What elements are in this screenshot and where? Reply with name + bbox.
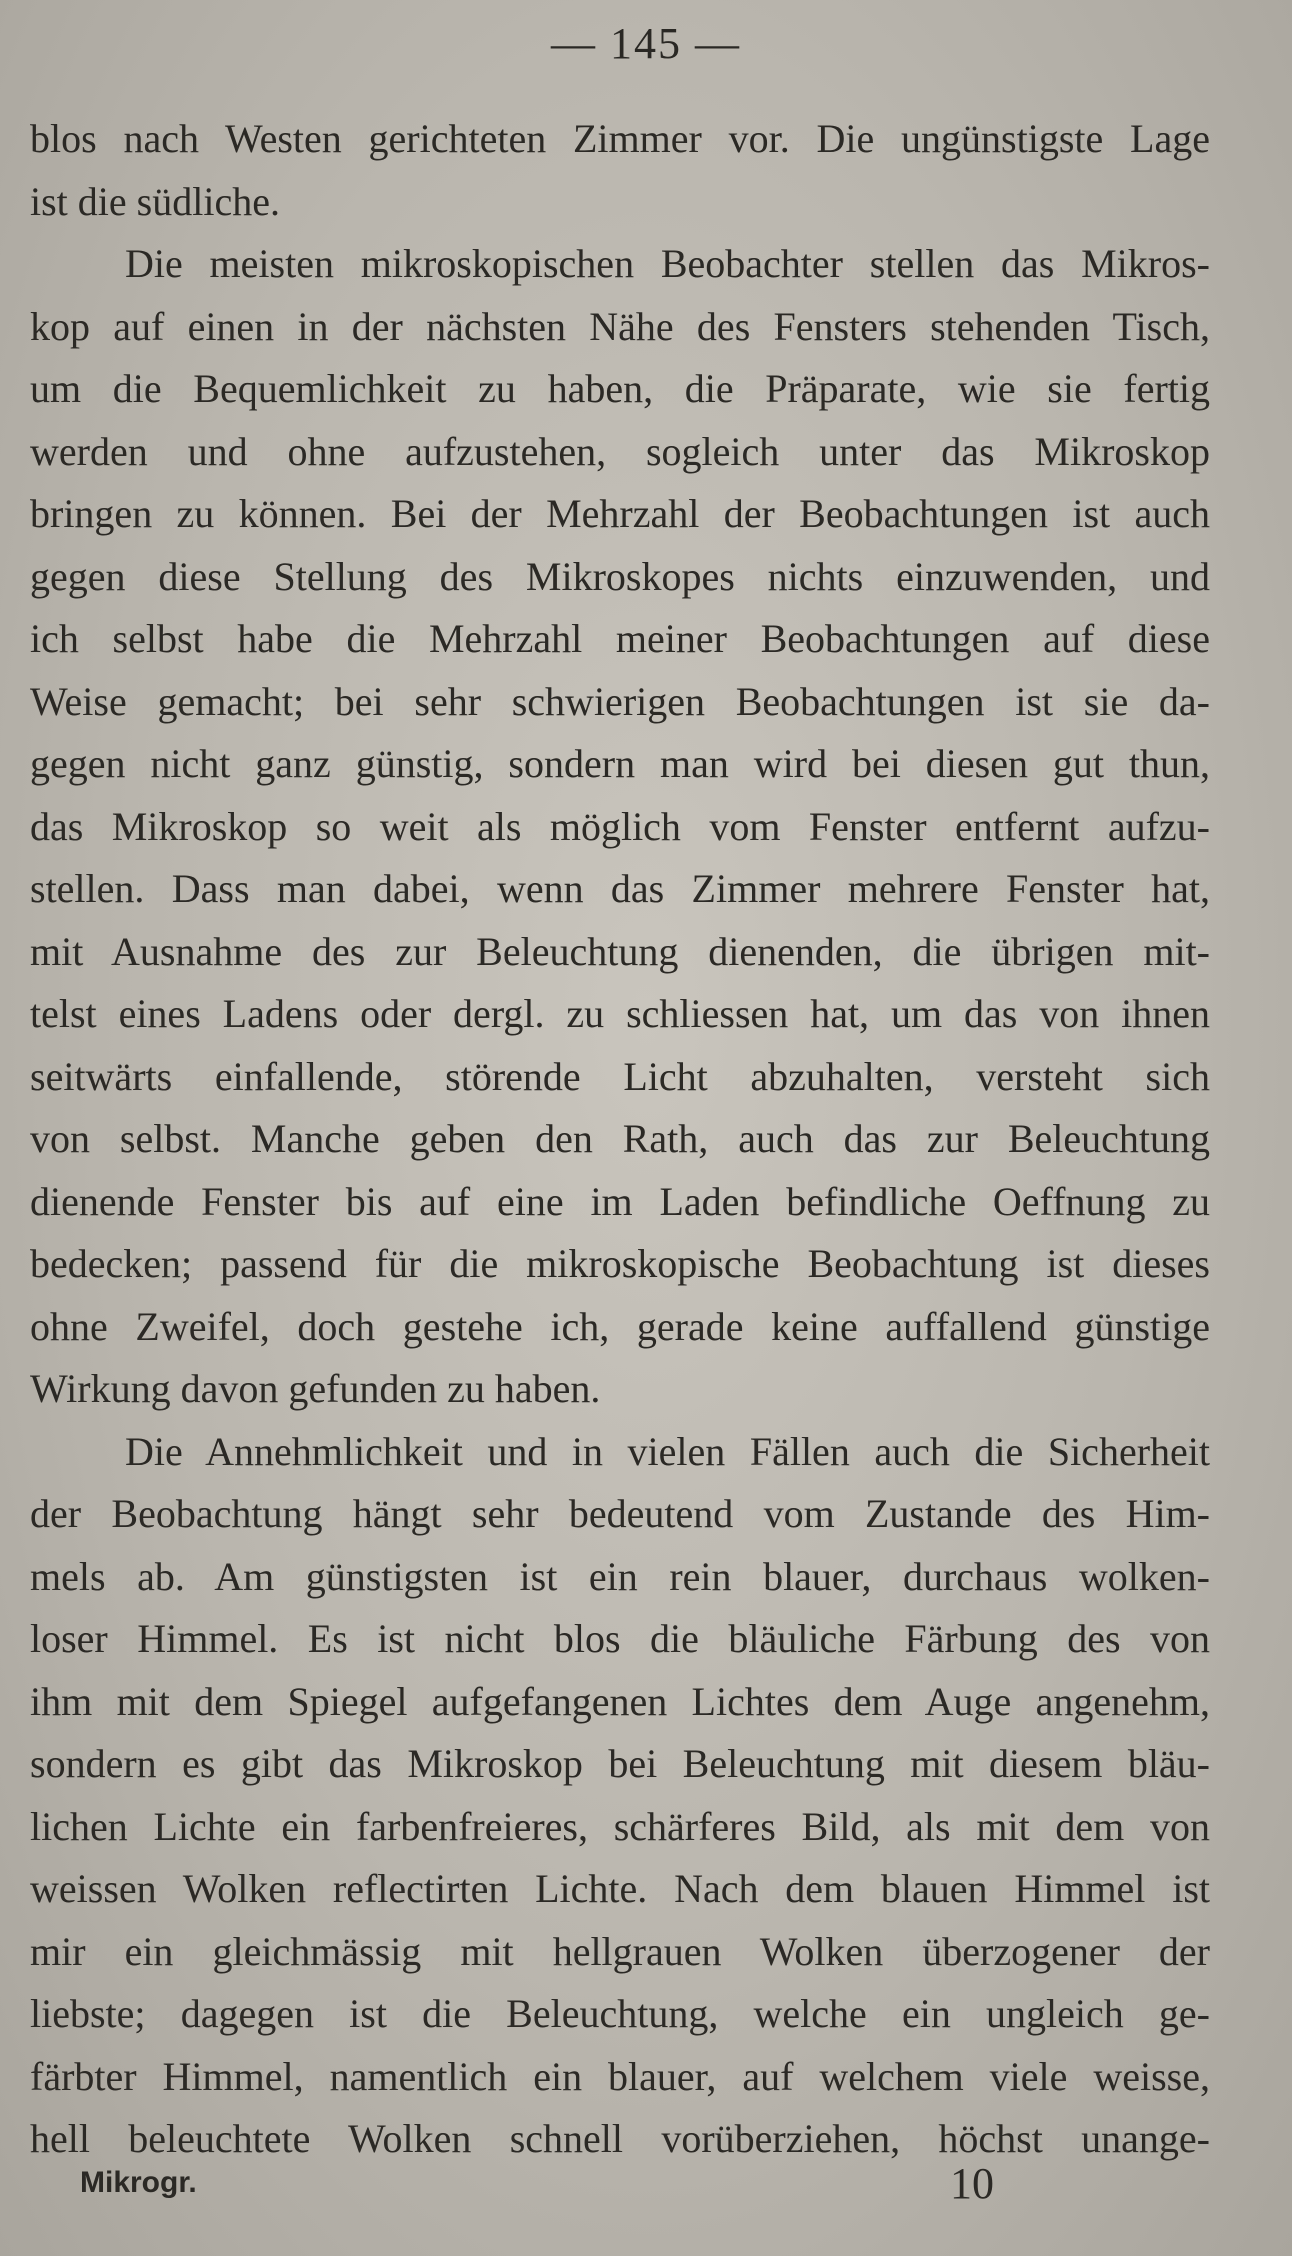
- text-line: weissen Wolken reflectirten Lichte. Nach dem blauen Himmel ist: [30, 1866, 1210, 1911]
- text-line: ihm mit dem Spiegel aufgefangenen Lichtes dem Auge angenehm,: [30, 1678, 1210, 1724]
- text-line: mels ab. Am günstigsten ist ein rein blauer, durchaus wolken-: [30, 1553, 1210, 1599]
- text-line: bedecken; passend für die mikroskopische Beobachtung ist dieses: [30, 1241, 1210, 1286]
- text-line: kop auf einen in der nächsten Nähe des Fensters stehenden Tisch,: [30, 303, 1210, 349]
- text-line: ist die südliche.: [30, 178, 280, 224]
- text-line: das Mikroskop so weit als möglich vom Fenster entfernt aufzu-: [30, 803, 1210, 849]
- signature-number: 10: [950, 2159, 994, 2208]
- text-line: hell beleuchtete Wolken schnell vorüberziehen, höchst unange-: [30, 2116, 1210, 2161]
- text-line: werden und ohne aufzustehen, sogleich unter das Mikroskop: [30, 428, 1210, 474]
- text-line: loser Himmel. Es ist nicht blos die bläuliche Färbung des von: [30, 1616, 1210, 1661]
- text-line: gegen diese Stellung des Mikroskopes nichts einzuwenden, und: [30, 553, 1210, 599]
- page-number-header: — 145 —: [551, 19, 741, 68]
- text-line: lichen Lichte ein farbenfreieres, schärferes Bild, als mit dem von: [30, 1803, 1210, 1849]
- text-line: bringen zu können. Bei der Mehrzahl der Beobachtungen ist auch: [30, 491, 1210, 536]
- text-line: ich selbst habe die Mehrzahl meiner Beobachtungen auf diese: [30, 616, 1210, 661]
- text-line: Weise gemacht; bei sehr schwierigen Beobachtungen ist sie da-: [30, 678, 1210, 724]
- text-line: Die meisten mikroskopischen Beobachter stellen das Mikros-: [125, 241, 1210, 286]
- text-line: mit Ausnahme des zur Beleuchtung dienenden, die übrigen mit-: [30, 928, 1210, 974]
- text-line: um die Bequemlichkeit zu haben, die Präparate, wie sie fertig: [30, 366, 1210, 411]
- body-text: [30, 108, 1210, 2171]
- text-line: färbter Himmel, namentlich ein blauer, auf welchem viele weisse,: [30, 2053, 1210, 2099]
- text-line: gegen nicht ganz günstig, sondern man wird bei diesen gut thun,: [30, 741, 1210, 786]
- text-line: dienende Fenster bis auf eine im Laden befindliche Oeffnung zu: [30, 1178, 1210, 1224]
- text-line: blos nach Westen gerichteten Zimmer vor. Die ungünstigste Lage: [30, 116, 1210, 161]
- text-line: Die Annehmlichkeit und in vielen Fällen auch die Sicherheit: [125, 1428, 1210, 1474]
- text-line: mir ein gleichmässig mit hellgrauen Wolken überzogener der: [30, 1928, 1210, 1974]
- text-line: ohne Zweifel, doch gestehe ich, gerade keine auffallend günstige: [30, 1303, 1210, 1349]
- text-line: sondern es gibt das Mikroskop bei Beleuchtung mit diesem bläu-: [30, 1741, 1210, 1786]
- text-line: telst eines Ladens oder dergl. zu schliessen hat, um das von ihnen: [30, 991, 1210, 1036]
- text-line: von selbst. Manche geben den Rath, auch das zur Beleuchtung: [30, 1116, 1210, 1161]
- text-line: Wirkung davon gefunden zu haben.: [30, 1366, 601, 1411]
- text-line: seitwärts einfallende, störende Licht abzuhalten, versteht sich: [30, 1053, 1210, 1099]
- text-line: liebste; dagegen ist die Beleuchtung, welche ein ungleich ge-: [30, 1991, 1210, 2036]
- signature-mark: Mikrogr.: [80, 2166, 197, 2199]
- text-line: der Beobachtung hängt sehr bedeutend vom Zustande des Him-: [30, 1491, 1210, 1536]
- text-line: stellen. Dass man dabei, wenn das Zimmer mehrere Fenster hat,: [30, 866, 1210, 911]
